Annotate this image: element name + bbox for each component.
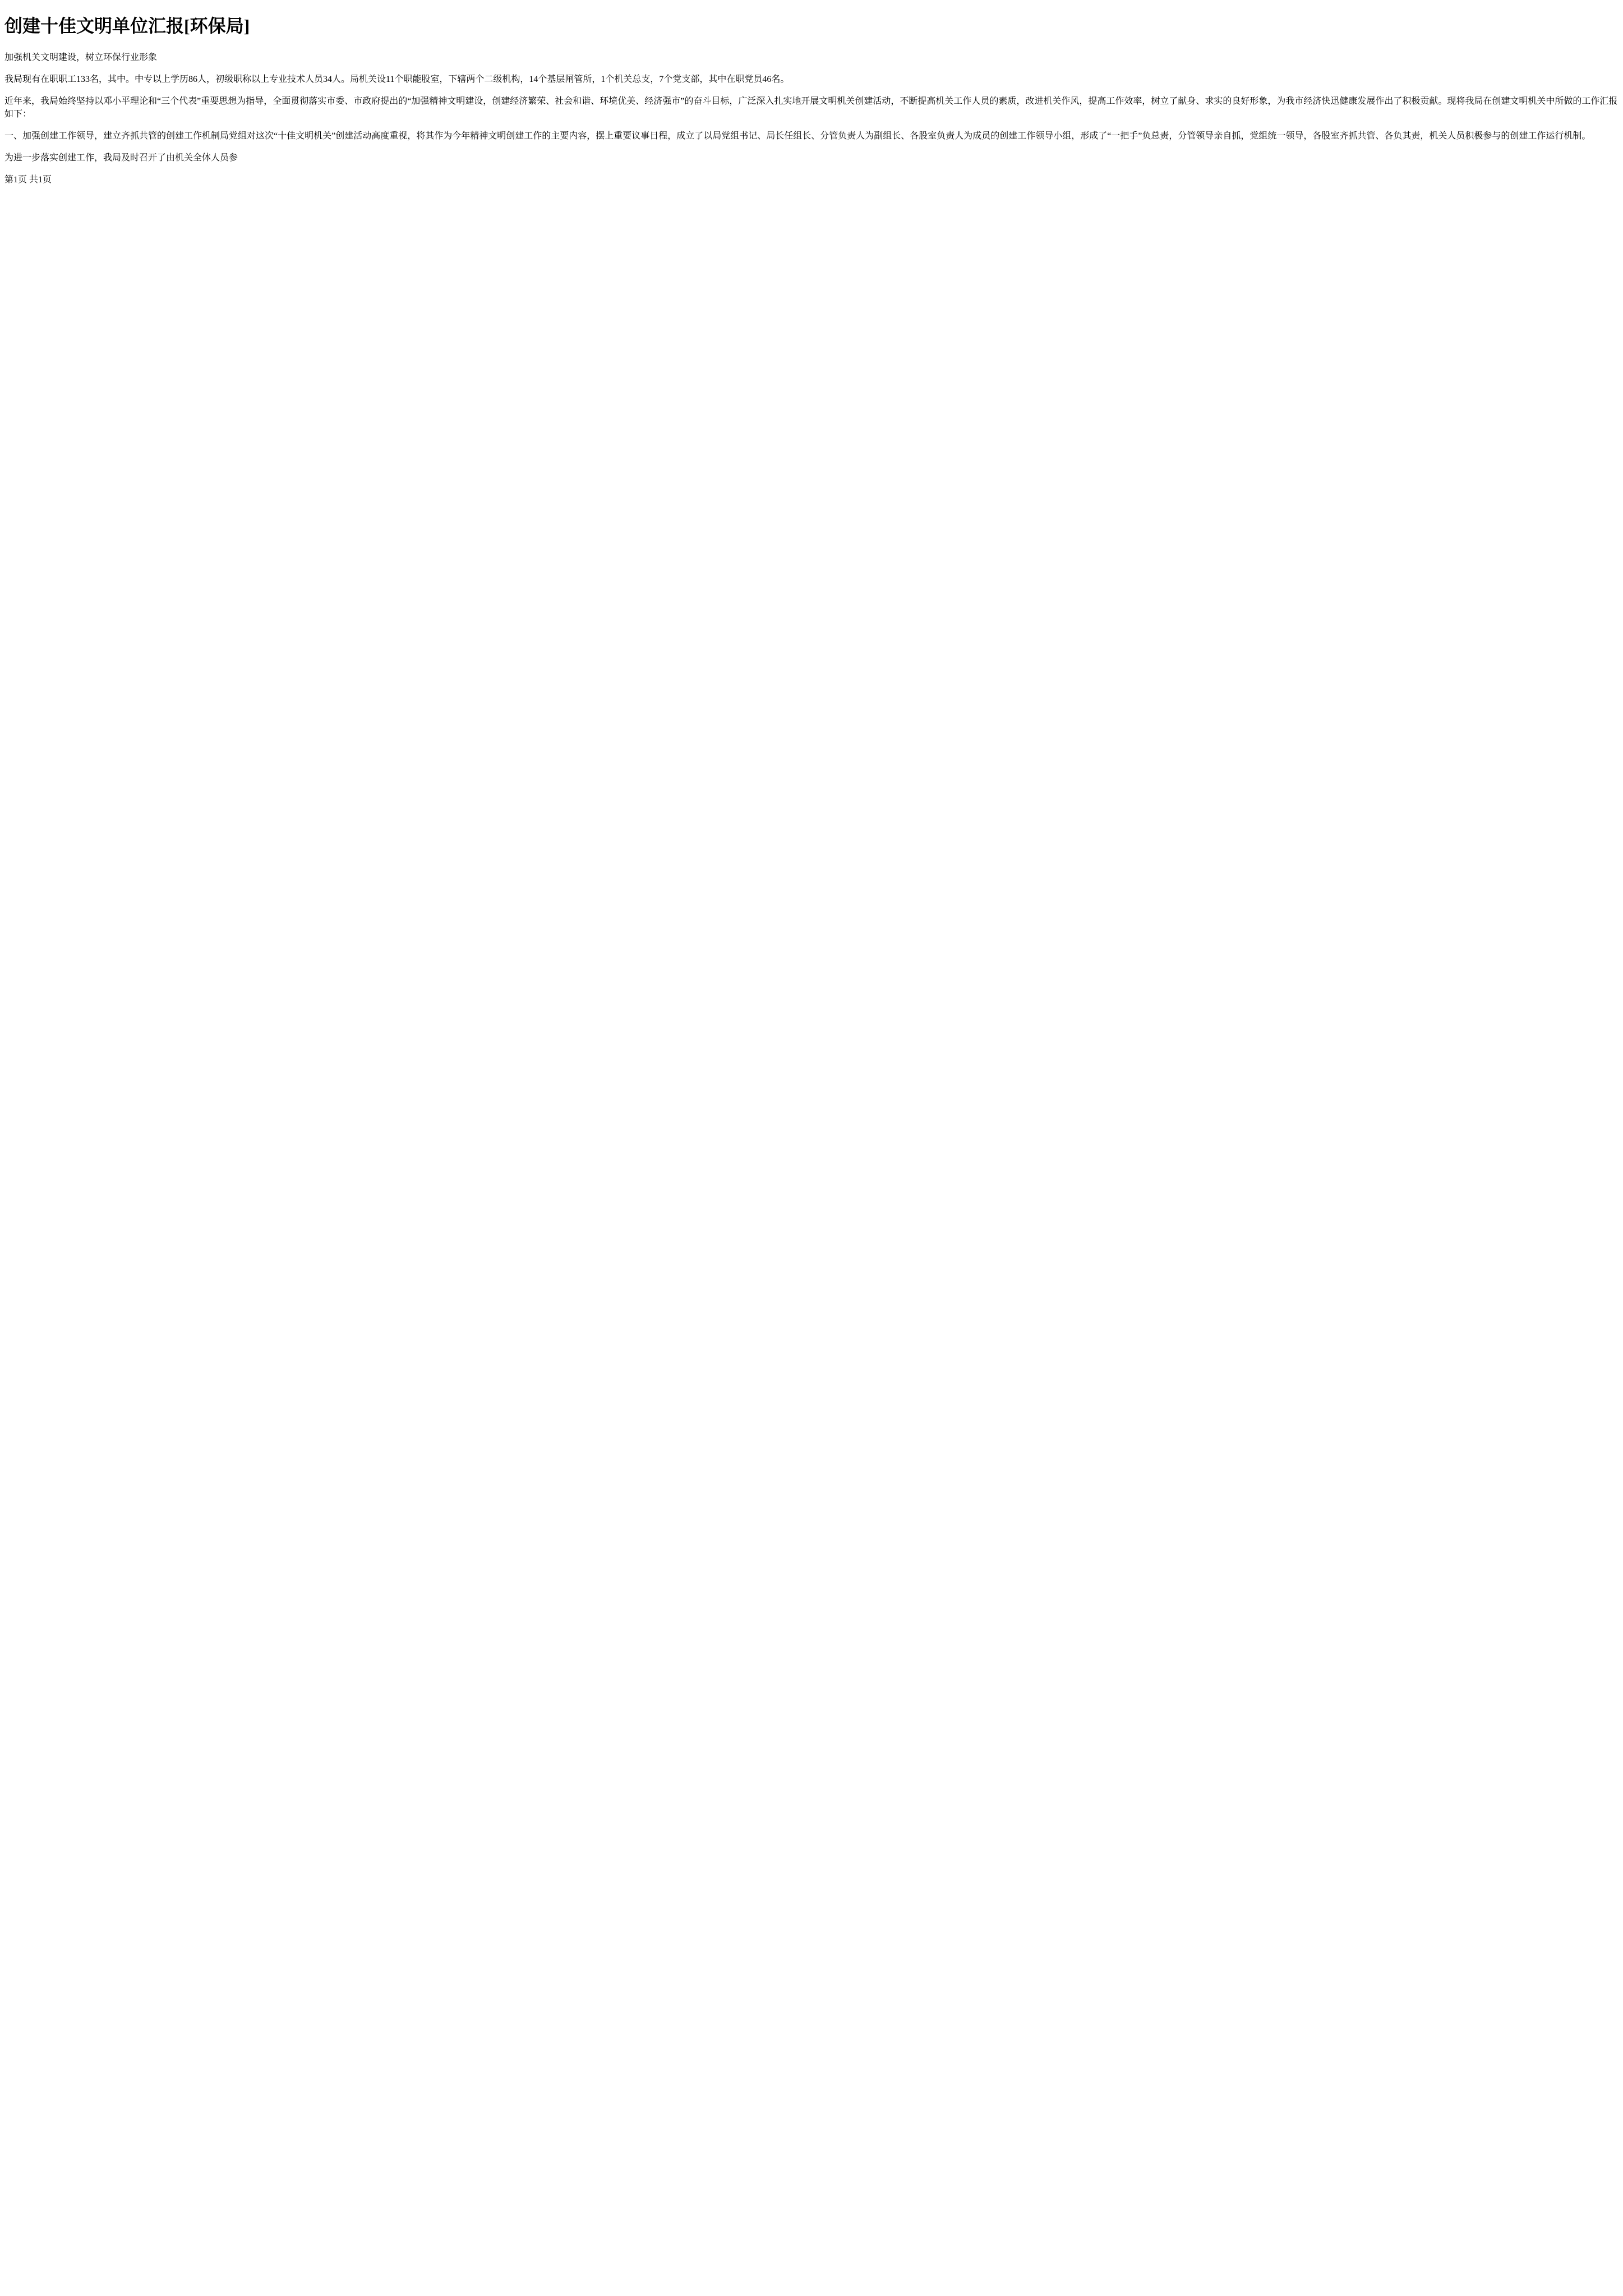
- paragraph-1: 我局现有在职职工133名，其中。中专以上学历86人，初级职称以上专业技术人员34人。局机关设11个职能股室，下辖两个二级机构，14个基层闸管所，1个机关总支，7个党支部，其中在职党员46名。: [4, 74, 790, 84]
- document-subtitle: 加强机关文明建设，树立环保行业形象: [4, 52, 158, 62]
- document-title: 创建十佳文明单位汇报[环保局]: [4, 16, 250, 36]
- paragraph-3: 一、加强创建工作领导，建立齐抓共管的创建工作机制局党组对这次“十佳文明机关”创建活动高度重视，将其作为今年精神文明创建工作的主要内容，摆上重要议事日程，成立了以局党组书记、局长任组长、分管负责人为副组长、各股室负责人为成员的创建工作领导小组，形成了“一把手”负总责，分管领导亲自抓，党组统一领导，各股室齐抓共管、各负其责，机关人员积极参与的创建工作运行机制。: [4, 131, 1591, 141]
- paragraph-2: 近年来，我局始终坚持以邓小平理论和“三个代表”重要思想为指导，全面贯彻落实市委、市政府提出的“加强精神文明建设，创建经济繁荣、社会和谐、环境优美、经济强市”的奋斗目标，广泛深入扎实地开展文明机关创建活动，不断提高机关工作人员的素质，改进机关作风，提高工作效率，树立了献身、求实的良好形象，为我市经济快迅健康发展作出了积极贡献。现将我局在创建文明机关中所做的工作汇报如下：: [4, 96, 1618, 119]
- document-page: [4, 12, 1619, 185]
- paragraph-4: 为进一步落实创建工作，我局及时召开了由机关全体人员参: [4, 153, 238, 163]
- page-footer: 第1页 共1页: [4, 174, 52, 185]
